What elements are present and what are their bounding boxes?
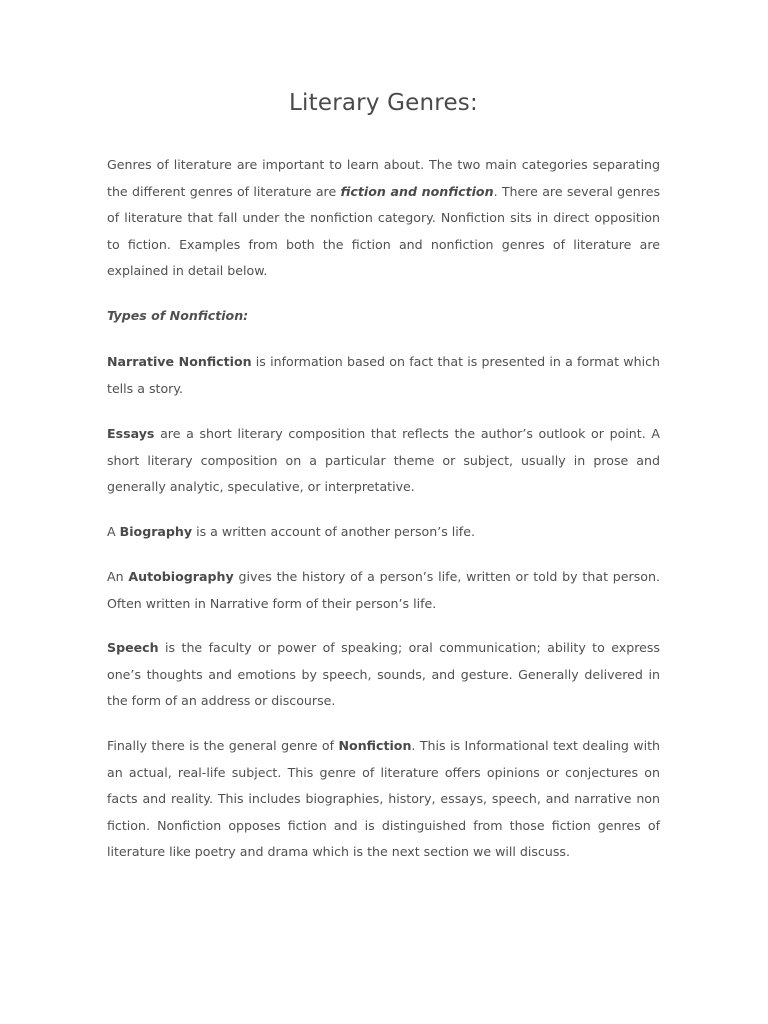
biography-term: Biography [119, 524, 193, 539]
nonfiction-paragraph [107, 733, 660, 866]
narrative-paragraph [107, 349, 660, 402]
essays-paragraph [107, 421, 660, 501]
intro-paragraph [107, 152, 660, 285]
autobiography-paragraph [107, 564, 660, 617]
autobiography-term: Autobiography [128, 569, 234, 584]
autobiography-pre: An [107, 569, 129, 584]
types-heading: Types of Nonfiction: [107, 308, 249, 323]
essays-term: Essays [107, 426, 155, 441]
speech-term: Speech [107, 640, 159, 655]
narrative-text: is information based on fact that is presented in a format which tells a story. [107, 354, 660, 396]
intro-emphasis: fiction and nonfiction [340, 183, 494, 199]
intro-text-end: . There are several genres of literature that fall under the nonfiction category. Nonfiction sits in direct opposition to fiction. Examples from both the fiction and nonfiction genres of literature are explained in detail below. [107, 183, 661, 279]
nonfiction-text: . This is Informational text dealing with an actual, real-life subject. This genre of literature offers opinions or conjectures on facts and reality. This includes biographies, history, essays, speech, and narrative non fiction. Nonfiction opposes fiction and is distinguished from those fiction genres of literature like poetry and drama which is the next section we will discuss. [107, 738, 660, 860]
biography-paragraph [107, 519, 660, 546]
autobiography-text: gives the history of a person’s life, written or told by that person. Often written in Narrative form of their person’s life. [107, 569, 660, 611]
essays-text: are a short literary composition that reflects the author’s outlook or point. A short literary composition on a particular theme or subject, usually in prose and generally analytic, speculative, or interpretative. [107, 426, 660, 495]
intro-text-start: Genres of literature are important to learn about. The two main categories separating the different genres of literature are [107, 157, 660, 199]
speech-paragraph [107, 635, 660, 715]
nonfiction-pre: Finally there is the general genre of [107, 738, 339, 753]
speech-text: is the faculty or power of speaking; oral communication; ability to express one’s thoughts and emotions by speech, sounds, and gesture. Generally delivered in the form of an address or discourse. [107, 640, 660, 709]
biography-text: is a written account of another person’s life. [192, 524, 475, 539]
page-title: Literary Genres: [289, 90, 478, 116]
biography-pre: A [107, 524, 120, 539]
nonfiction-term: Nonfiction [338, 738, 412, 753]
narrative-term: Narrative Nonfiction [107, 354, 252, 369]
